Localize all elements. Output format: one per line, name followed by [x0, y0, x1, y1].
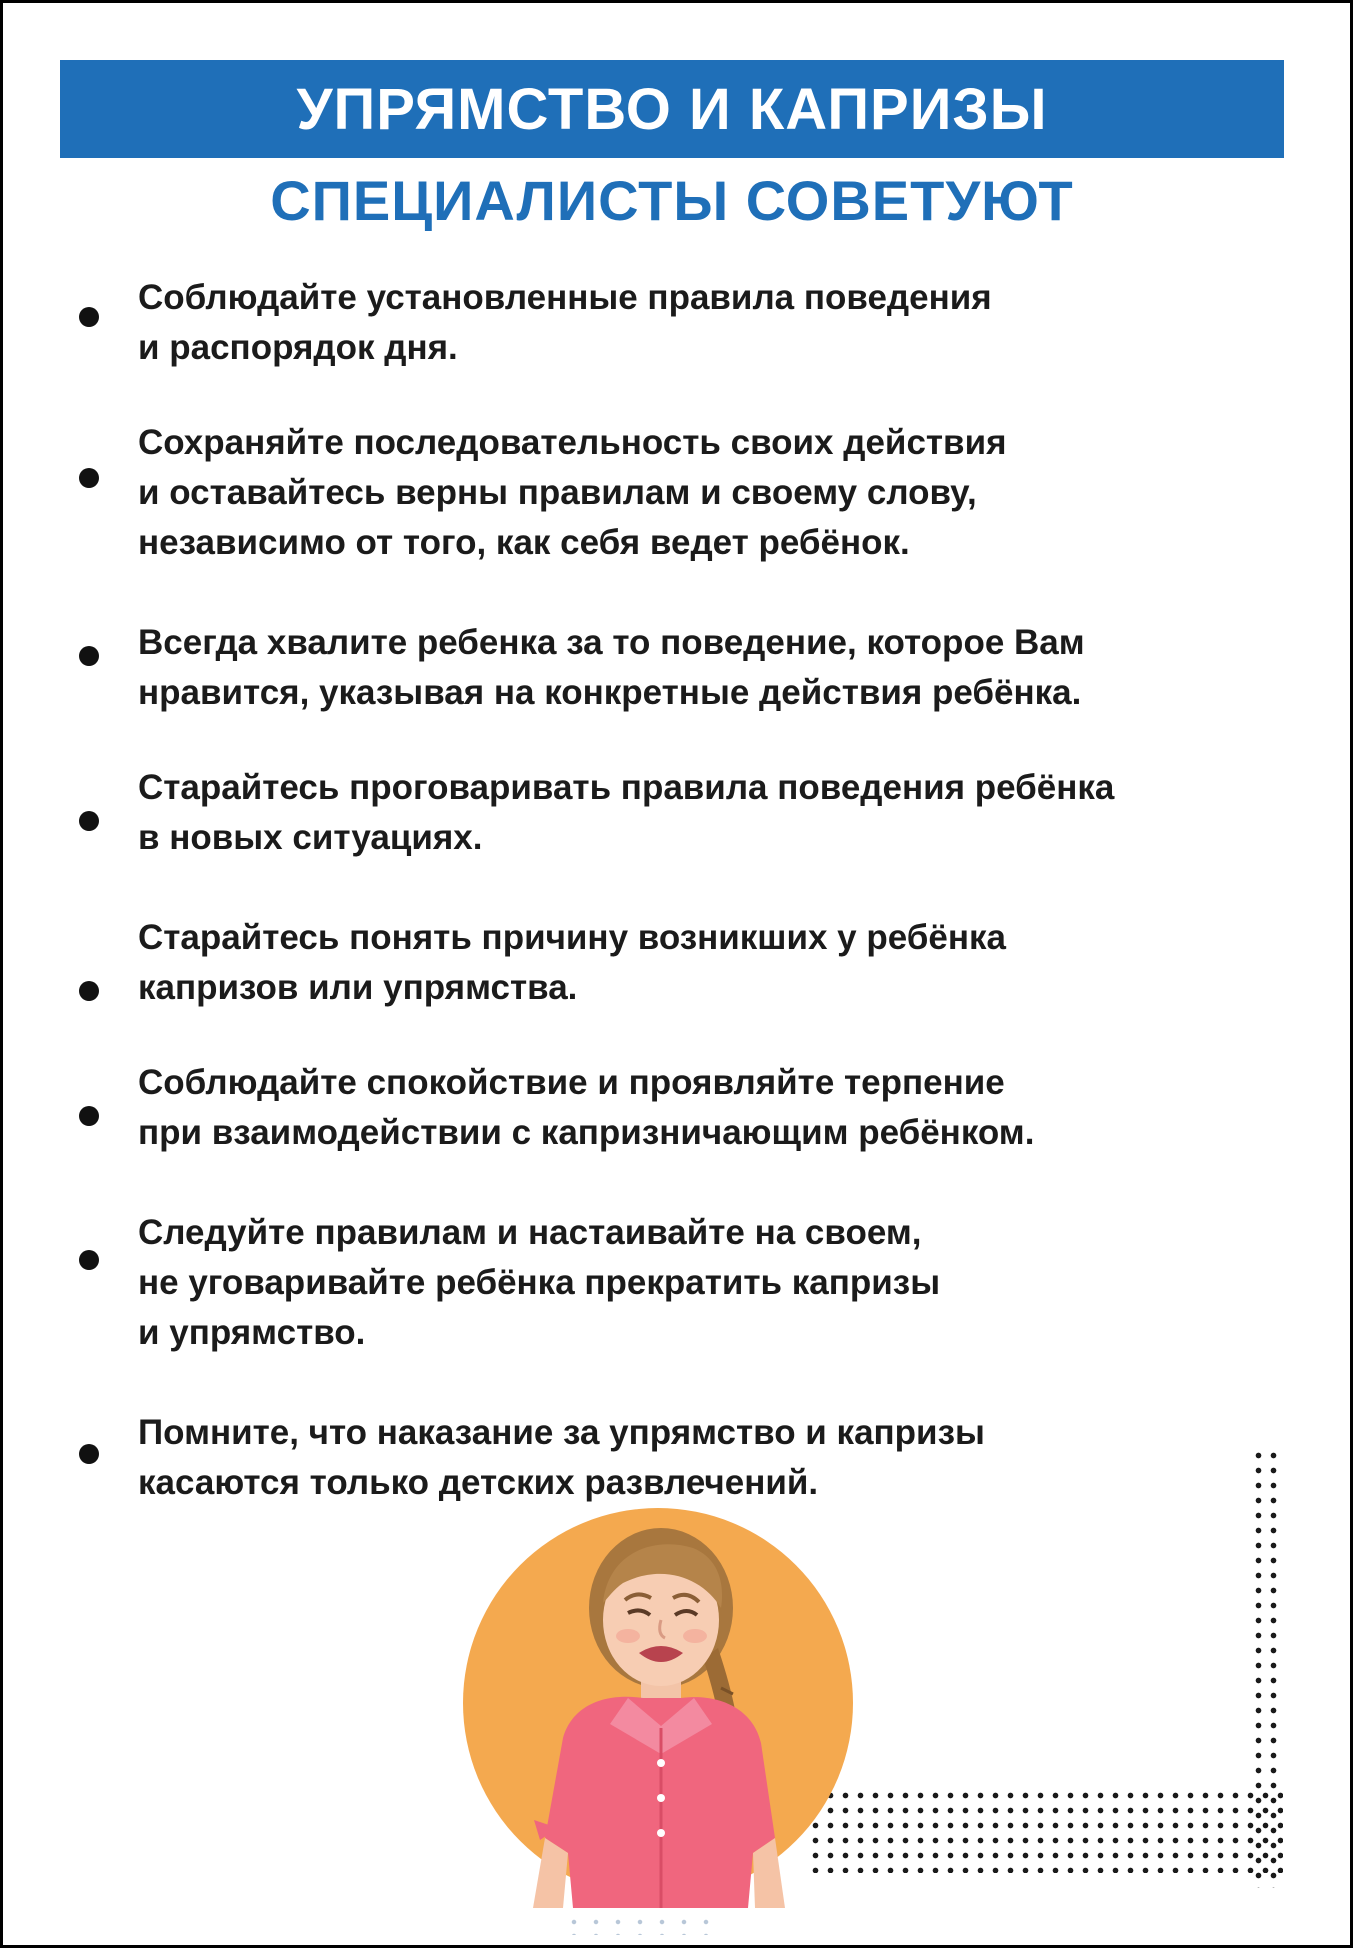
tip-text: Старайтесь проговаривать правила поведения ребёнка в новых ситуациях.	[138, 768, 1115, 857]
bullet-icon	[79, 1250, 99, 1270]
bullet-icon	[79, 811, 99, 831]
page-subtitle: СПЕЦИАЛИСТЫ СОВЕТУЮТ	[270, 169, 1074, 232]
crying-girl-illustration	[463, 1508, 853, 1908]
tip-text: Сохраняйте последовательность своих действия и оставайтесь верны правилам и своему слову, независимо от того, как себя ведет ребёнок.	[138, 423, 1007, 562]
dot-pattern-bottom	[563, 1915, 723, 1935]
bullet-icon	[79, 307, 99, 327]
bullet-icon	[79, 1444, 99, 1464]
bullet-icon	[79, 646, 99, 666]
illustration	[463, 1508, 853, 1908]
tip-text: Соблюдайте спокойствие и проявляйте терпение при взаимодействии с капризничающим ребёнком.	[138, 1063, 1035, 1152]
tip-text: Старайтесь понять причину возникших у ребёнка капризов или упрямства.	[138, 918, 1006, 1007]
title-banner	[60, 60, 1284, 158]
tip-text: Всегда хвалите ребенка за то поведение, которое Вам нравится, указывая на конкретные действия ребёнка.	[138, 623, 1085, 712]
bullet-icon	[79, 468, 99, 488]
tip-text: Помните, что наказание за упрямство и капризы касаются только детских развлечений.	[138, 1413, 985, 1502]
bullet-icon	[79, 1106, 99, 1126]
tip-text: Соблюдайте установленные правила поведения и распорядок дня.	[138, 278, 992, 367]
tip-text: Следуйте правилам и настаивайте на своем, не уговаривайте ребёнка прекратить капризы и упрямство.	[138, 1213, 941, 1352]
dot-pattern-horizontal	[808, 1788, 1283, 1873]
bullet-icon	[79, 981, 99, 1001]
page-title: УПРЯМСТВО И КАПРИЗЫ	[296, 76, 1048, 142]
